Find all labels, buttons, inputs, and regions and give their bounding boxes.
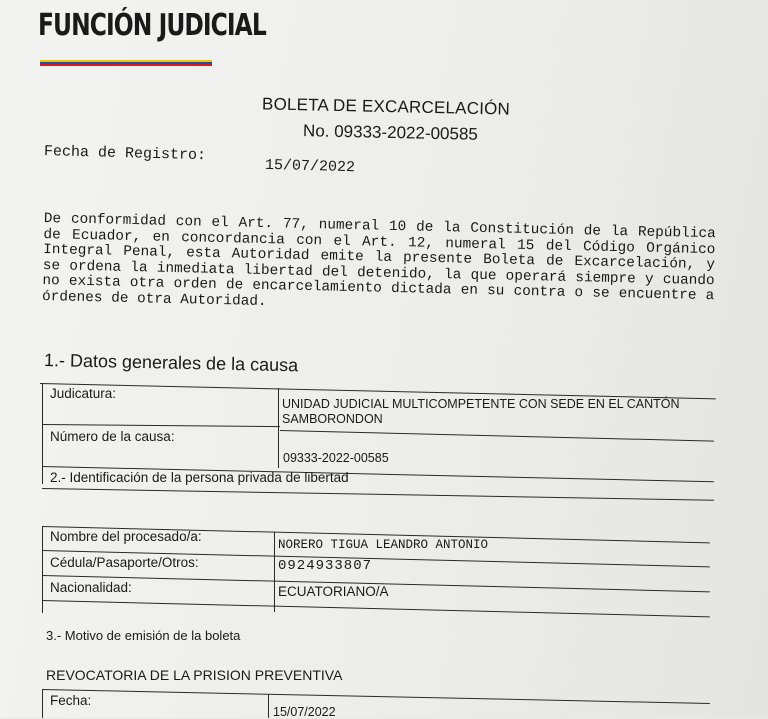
nombre-label: Nombre del procesado/a:	[50, 529, 202, 544]
table-border	[42, 690, 43, 718]
fecha-registro-label: Fecha de Registro:	[43, 143, 207, 165]
motivo-value: REVOCATORIA DE LA PRISION PREVENTIVA	[46, 667, 343, 683]
table-border	[42, 689, 710, 704]
table-border	[42, 424, 280, 427]
section2-heading: 2.- Identificación de la persona privada de libertad	[50, 470, 349, 485]
fecha-value: 15/07/2022	[273, 705, 336, 719]
nombre-value: NORERO TIGUA LEANDRO ANTONIO	[278, 538, 489, 552]
judicatura-value-line1: UNIDAD JUDICIAL MULTICOMPETENTE CON SEDE EN EL CANTÓN	[282, 397, 680, 411]
logo-color-stripes	[40, 60, 212, 66]
judicatura-value-line2: SAMBORONDON	[282, 412, 383, 426]
legal-paragraph: De conformidad con el Art. 77, numeral 10 de la Constitución de la República de Ecuador, en concordancia con el Art. 12, numeral 15 del Código Orgánico Integral Penal, esta Autoridad emite la presente Boleta de Excarcelación, y se ordena la inmediata libertad del detenido, la que operará siempre y cuando no exista otra orden de encarcelamiento dictada en su contra o se encuentre a órdenes de otra Autoridad.	[41, 211, 716, 310]
table-border	[278, 388, 279, 468]
table-border	[42, 600, 710, 617]
fecha-label: Fecha:	[50, 693, 92, 708]
document-number: No. 09333-2022-00585	[302, 121, 479, 144]
table-border	[42, 384, 43, 484]
cedula-value: 0924933807	[278, 558, 373, 574]
causa-value: 09333-2022-00585	[283, 451, 389, 465]
funcion-judicial-logo	[38, 8, 330, 43]
section1-heading: 1.- Datos generales de la causa	[43, 350, 299, 376]
table-border	[280, 430, 714, 442]
nacionalidad-value: ECUATORIANO/A	[278, 584, 389, 599]
cedula-label: Cédula/Pasaporte/Otros:	[50, 555, 199, 570]
table-border	[268, 694, 269, 718]
logo-text: FUNCIÓN JUDICIAL	[38, 8, 266, 43]
table-border	[42, 488, 714, 501]
judicatura-label: Judicatura:	[50, 386, 117, 401]
table-border	[274, 532, 275, 612]
fecha-registro-value: 15/07/2022	[264, 156, 356, 177]
nacionalidad-label: Nacionalidad:	[50, 580, 132, 595]
document-title: BOLETA DE EXCARCELACIÓN	[261, 94, 511, 119]
section3-heading: 3.- Motivo de emisión de la boleta	[46, 628, 241, 643]
stripe-red	[40, 64, 212, 66]
causa-label: Número de la causa:	[50, 429, 175, 444]
